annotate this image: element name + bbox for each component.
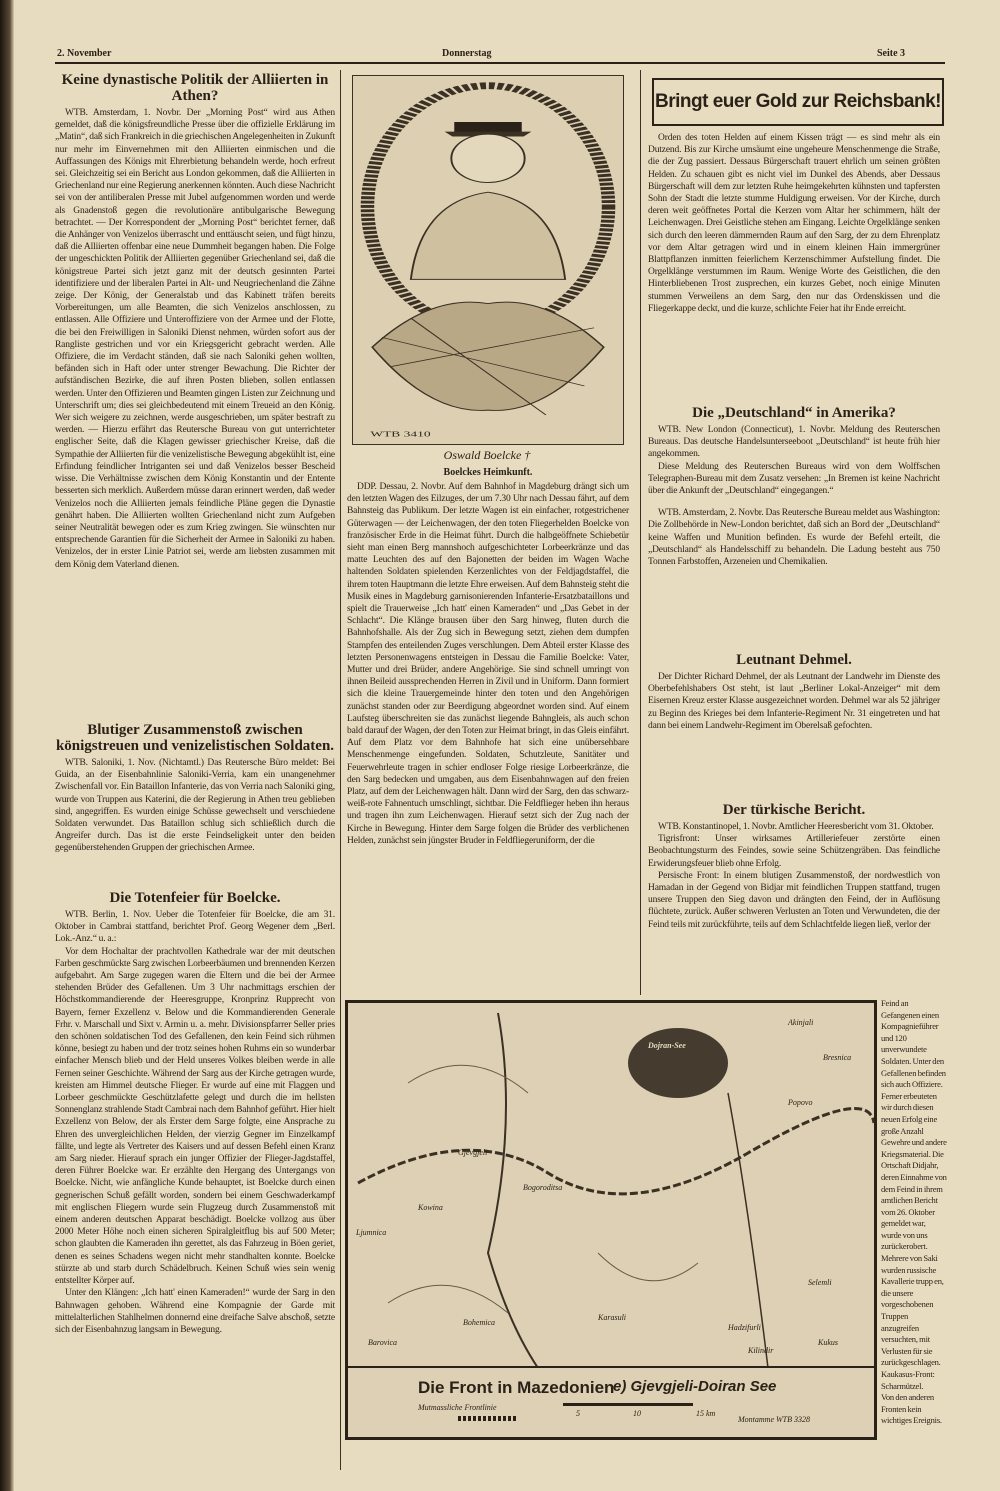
map-place: Dojran-See (648, 1041, 686, 1050)
article-saloniki (55, 722, 335, 855)
paragraph: Von den anderen Fronten kein wichtiges Ereignis. (881, 1392, 942, 1426)
map-place: Hadzifurli (728, 1323, 761, 1332)
header-rule (55, 62, 945, 64)
map-place: Kowina (418, 1203, 443, 1212)
headline: Die „Deutschland“ in Amerika? (692, 405, 896, 421)
paragraph: WTB. Amsterdam, 2. Novbr. Das Reutersche Bureau meldet aus Washington: Die Zollbehörde in New-London berichtet, daß sich an Bord der „Deutschland“ keine Waffen und Munition befinden. Es wurde der Befehl erteilt, die „Deutschland“ als Handelsschiff zu behandeln. Die Ladung besteht aus 750 Tonnen Farbstoffen, Arzeneien und Chemikalien. (648, 508, 940, 568)
frontline-swatch (458, 1416, 518, 1421)
map-place: Gjevgjeli (458, 1148, 488, 1157)
scale-label: 10 (633, 1409, 641, 1418)
paragraph: WTB. New London (Connecticut), 1. Novbr. Meldung des Reuterschen Bureaus. Das deutsche Handelsunterseeboot „Deutschland“ ist heute früh hier angekommen. (648, 425, 940, 460)
paragraph: Vor dem Hochaltar der prachtvollen Kathedrale war der mit deutschen Farben geschmückte Sarg zwischen Lorbeerbäumen und brennenden Kerzen aufgebahrt. Am Sarge zugegen waren die Eltern und die bei der Armee stehenden Brüder des Gefallenen. Um 3 Uhr nachmittags erschien der Höchstkommandierende der Heeresgruppe, Kronprinz Rupprecht von Bayern, ferner Exzellenz v. Below und die Kommandierenden Generale Frhr. v. Marschall und Sixt v. Armin u. a. mehr. Divisionspfarrer Seller pries den schönen soldatischen Tod des Gefallenen, den kein Feind sich rühmen könne, besiegt zu haben und der trotz seines hohen Ruhms ein so wunderbar einfacher Mensch blieb und der Held unseres Volkes bleiben werde in alle Fernen seiner Geschichte. Während der Sarg aus der Kirche getragen wurde, kreisten am Himmel deutsche Flieger. Er wurde auf eine mit Flaggen und Lorbeer geschmückte Geschützlafette gelegt und durch die im hellsten Sonnenglanz strahlende Stadt Cambrai nach dem Bahnhof geführt. Hier hielt Exzellenz von Below, der als Erster dem Sarge folgte, eine Ansprache zu Ehren des unvergleichlichen Helden, der vierzig Gegner im Einzelkampf fällte, und legte als Vertreter des Kaisers und auf dessen Befehl einen Kranz am Sarg nieder. Hierauf sprach ein junger Offizier der Flieger-Jagdstaffel, deren Führer Boelcke war. Er erzählte den Hergang des Untergangs von Boelcke. Nicht, wie anfängliche Kunde behauptet, ist Boelcke durch einen gegnerischen Schuß gefällt worden, sondern bei einem Geschwaderkampf mit englischen Fliegern wurde sein Flugzeug durch Zusammenstoß mit einem anderen deutschen Apparat beschädigt. Boelcke vollzog aus über 2000 Meter Höhe noch einen sicheren Spiralgleitflug bis auf 500 Meter; schon glaubten die Kameraden ihn gerettet, als das Fahrzeug in Böen geriet, denen es seines Schadens wegen nicht mehr standhalten konnte. Boelcke stürzte ab und starb durch Schädelbruch. Keinen Schuß wies sein wenig entstellter Körper auf. (55, 946, 335, 1287)
article-deutschland (648, 405, 940, 568)
headline: Keine dynastische Politik der Alliierten in Athen? (61, 72, 329, 104)
portrait-illustration (353, 76, 623, 444)
article-heimkunft (347, 466, 629, 847)
scale-label: 5 (576, 1409, 580, 1418)
paragraph: WTB. Berlin, 1. Nov. Ueber die Totenfeier für Boelcke, die am 31. Oktober in Cambrai stattfand, berichtet Prof. Georg Wegener dem „Berl. Lok.-Anz.“ u. a.: (55, 910, 335, 945)
portrait-caption: Oswald Boelcke † (443, 448, 531, 462)
article-tuerkischer-bericht (648, 802, 940, 931)
map-subtitle: e) Gjevgjeli-Doiran See (613, 1378, 777, 1395)
article-tuerkisch-narrow (881, 998, 947, 1427)
column-divider (640, 70, 641, 995)
map-place: Kukus (818, 1338, 838, 1347)
paragraph: Feind an Gefangenen einen Kompagnieführer und 120 unverwundete Soldaten. Unter den Gefallenen befinden sich auch Offiziere. Ferner erbeuteten wir durch diesen neuen Erfolg eine große Anzahl Gewehre und andere Kriegsmaterial. Die Ortschaft Didjahr, deren Einnahme von dem Feind in ihrem amtlichen Bericht vom 26. Oktober gemeldet war, wurde von uns zurückerobert. Mehrere von Saki wurden russische Kavallerie trupp en, die unsere vorgeschobenen Truppen anzugreifen versuchten, mit Verlusten für sie zurückgeschlagen. (881, 998, 947, 1368)
scale-label: 15 km (696, 1409, 716, 1418)
map-title: Die Front in Mazedonien (418, 1378, 615, 1397)
article-continuation (648, 132, 940, 315)
map-place: Bohemica (463, 1318, 495, 1327)
map-place: Selemli (808, 1278, 832, 1287)
legend-label: Mutmassliche Frontlinie (418, 1403, 497, 1412)
paragraph: Persische Front: In einem blutigen Zusammenstoß, der nordwestlich von Hamadan in der Gegend von Bidjar mit feindlichen Truppen stattfand, trugen unsere Truppen den Sieg davon und drängten den Feind, der in Auflösung flüchtete, zurück. Außer schweren Verlusten an Toten und Verwundeten, die der Feind teils mit zurückführte, teils auf dem Schlachtfelde liegen ließ, verlor der (648, 870, 940, 930)
paragraph: DDP. Dessau, 2. Novbr. Auf dem Bahnhof in Magdeburg drängt sich um den letzten Wagen des Eilzuges, der um 7.30 Uhr nach Dessau fährt, auf dem Bahnsteig das Publikum. Der letzte Wagen ist ein einfacher, rotgestrichener Güterwagen — der Leichenwagen, der den toten Fliegerhelden Boelcke von französischer Erde in die Heimat führt. Durch die halbgeöffnete Schiebetür sieht man einen Berg mannshoch aufgeschichteter Lorbeerkränze und das matte Leuchten des auf den Bajonetten der beiden im Wagen Wache haltenden Soldaten spielenden Kerzenlichtes von der Feldjagdstaffel, die ihrem toten Hauptmann die letzte Ehre erweisen. Auf dem Bahnsteig steht die Musik eines in Magdeburg garnisonierenden Infanterie-Ersatzbataillons und spielt die Trauerweise „Ich hatt' einen Kameraden“ und „Das Gebet in der Schlacht“. Die Klänge brausen über den Sarg hinweg, fluten durch die Bahnhofshalle. Als der Zug sich in Bewegung setzt, ziehen dem dumpfen Stampfen des enteilenden Zuges verschlungen. Dem Abteil erster Klasse des letzten Personenwagens entsteigen in Dessau die Familie Boelcke: Vater, Mutter und drei Brüder, andere Angehörige. Sie sind schnell umringt von ihnen Beileid aussprechenden Herren in Zivil und in Uniform. Dann formiert sich die kleine Trauergemeinde hinter den toten und den Angehörigen zunächst standen oder zur Beerdigung abgeordnet worden sind. Auf einem Laufsteg überschreiten sie das zunächst liegende Bahngleis, als auch schon bald darauf der Wagen, der den Toten zur Heimat bringt, in das Gleis einfährt. Auf dem Platz vor dem Bahnhofe hat sich eine unübersehbare Menschenmenge eingefunden. Soldaten, Schutzleute, Sanitäter und Feuerwehrleute tragen in schier endloser Folge riesige Lorbeerkränze, die den Sarg bedecken und umgaben, aus dem Eisenbahnwagen auf den freien Platz, auf dem der Leichenwagen hält. Dann wird der Sarg, den das schwarz-weiß-rote Fahnentuch umschlingt, sichtbar. Die Feldflieger heben ihn heraus und tragen ihn zum Leichenwagen. Hierauf setzt sich der Zug nach der Kirche in Bewegung. Hinter dem Sarge folgen die Brüder des verblichenen Helden, zunächst sein jüngster Bruder in Feldfliegeruniform, der die (347, 482, 629, 846)
map-place: Bogoroditsa (523, 1183, 563, 1192)
header-page: Seite 3 (877, 48, 906, 59)
headline: Der türkische Bericht. (722, 802, 866, 818)
boelcke-portrait (352, 75, 624, 445)
paragraph: WTB. Amsterdam, 1. Novbr. Der „Morning Post“ wird aus Athen gemeldet, daß die königsfreundliche Presse über die offizielle Erklärung im „Matin“, daß sich Frankreich in die griechischen Angelegenheiten in Zukunft nur mehr im Einvernehmen mit den Alliierten einmischen und die Auffassungen des Königs mit Ehrerbietung behandeln werde, hoch erfreut sei. Gleichzeitig sei ein Bericht aus London gekommen, daß die Alliierten in Griechenland nur eine Regierung anerkennen könnten. Auch diese Nachricht sei von der antiliberalen Presse mit Jubel aufgenommen worden und werde als Gnadenstoß gegen die revolutionäre antibulgarische Bewegung betrachtet. — Der Korrespondent der „Morning Post“ berichtet ferner, daß die Anhänger von Venizelos überrascht und enttäuscht seien, und fügt hinzu, daß die Alliierten offenbar eine neue Dummheit begangen haben. Die Folge der ungeschickten Politik der Alliierten gegenüber Griechenland sei, daß die königstreue Partei sich jetzt ganz mit der deutsch gesinnten Partei identifiziere und der liberalen Partei in Alt- und Neugriechenland die Zähne zeige. Der König, der Generalstab und das Kabinett träfen bereits Vorbereitungen, um alle Beamten, die sich Venizelos anschlossen, zu entlassen. Alle Offiziere und Unteroffiziere von der Armee und der Flotte, die bei den Freiwilligen in Saloniki Dienst nehmen, würden sofort aus der Rangliste gestrichen und vor ein Kriegsgericht gebracht werden. Alle Offiziere, die im Verdacht ständen, daß sie nach Saloniki gehen wollten, befänden sich in Haft oder unter strenger Bewachung. Die Richter der aufständischen Bezirke, die auf ihren Posten blieben, sollen entlassen werden. Unter den Offizieren und Beamten gingen Listen zur Zeichnung und Unterschrift um; dies sei gleichbedeutend mit einem Treueid an den König. Wer sich weigere zu zeichnen, werde ausgeschrieben, um später bestraft zu werden. — Hierzu erfährt das Reutersche Bureau von gut unterrichteter englischer Seite, daß die Klagen gewisser griechischer Kreise, daß die Sympathie der Alliierten für die venizelistische Bewegung abgekühlt ist, eine Erfindung feindlicher Intriganten sei und daß Venizelos besser Bescheid wisse. Die Verhältnisse zwischen dem König Konstantin und der Entente besserten sich merklich. Außerdem müsse daran erinnert werden, daß weder Venizelos noch die Alliierten jemals feindliche Pläne gegen die Dynastie genährt haben. Die Alliierten wollten Griechenland nicht zum Aufgeben seiner Neutralität bewegen oder es zum Krieg zwingen. Sie wünschten nur entsprechende Garantien für die Sicherheit der Armee in Saloniki zu haben. Venizelos, der in erster Linie Patriot sei, werde am liebsten zusammen mit dem König dem Vaterland dienen. (55, 108, 335, 570)
paragraph: Diese Meldung des Reuterschen Bureaus wird von dem Wolffschen Telegraphen-Bureau mit dem Zusatz versehen: „In Bremen ist keine Nachricht über die Ankunft der „Deutschland“ eingegangen.“ (648, 461, 940, 497)
paragraph: Kaukasus-Front: Scharmützel. (881, 1369, 935, 1391)
column-divider (340, 70, 341, 1470)
map-place: Akinjali (788, 1018, 814, 1027)
macedonia-front-map (345, 1000, 877, 1440)
article-dehmel (648, 652, 940, 732)
headline: Blutiger Zusammenstoß zwischen königstreuen und venizelistischen Soldaten. (55, 722, 335, 754)
headline: Leutnant Dehmel. (736, 652, 852, 668)
header-date: 2. November (57, 48, 112, 59)
paragraph: Tigrisfront: Unser wirksames Artilleriefeuer zerstörte einen Beobachtungsturm des Feindes, sowie seine Schützengräben. Das feindliche Erwiderungsfeuer blieb ohne Erfolg. (648, 834, 940, 869)
map-place: Popovo (788, 1098, 813, 1107)
map-place: Bresnica (823, 1053, 852, 1062)
map-place: Karasuli (598, 1313, 627, 1322)
paragraph: Orden des toten Helden auf einem Kissen trägt — es sind mehr als ein Dutzend. Bis zur Kirche umsäumt eine ungeheure Menschenmenge die Straße, die der Zug passiert. Dessaus Bürgerschaft trauert ehrlich um seinen größten Helden. Zu schauen gibt es nicht viel im Dunkel des Abends, aber Dessaus Bürgerschaft will dem zur letzten Ruhe heimgekehrten kühnsten und tapfersten Sohn der Stadt die letzte stumme Huldigung erweisen. Vor der Kirche, durch deren weit geöffnetes Portal die Kerzen vom Altar her schimmern, hält der Leichenwagen. Drei Geistliche stehen am Eingang. Leichte Orgelklänge senken sich durch den leeren dämmernden Raum auf den Sarg, der zu dem Ehrenplatz vor dem Altar getragen wird und in einem kleinen Hain immergrüner Blattpflanzen inmitten feierlichem Kerzenschimmer Aufstellung findet. Die Orgelklänge verstummen im Raum. Wenige Worte des Geistlichen, die den Hinterbliebenen Trost zusprechen, ein kurzes Gebet, noch einige Minuten stummen Verweilens an dem Sarg, den nur das Ordenskissen und die Fliegerkappe deckt, und die kurze, schlichte Feier hat ihr Ende erreicht. (648, 133, 940, 314)
map-legend (418, 1403, 518, 1421)
map-place: Kilindir (748, 1346, 774, 1355)
paragraph: Unter den Klängen: „Ich hatt' einen Kameraden!“ wurde der Sarg in den Bahnwagen gehoben. Während eine Kompagnie der Garde mit mittelalterlichen Stahlhelmen donnernd eine dreifache Salve abschoß, setzte sich der Eisenbahnzug langsam in Bewegung. (55, 1288, 335, 1335)
gold-reichsbank-banner: Bringt euer Gold zur Reichsbank! (652, 78, 944, 126)
paragraph: WTB. Saloniki, 1. Nov. (Nichtamtl.) Das Reutersche Büro meldet: Bei Guida, an der Eisenbahnlinie Saloniki-Verria, kam ein unangenehmer Zwischenfall vor. Ein Bataillon Infanterie, das von Verria nach Saloniki ging, wurde von Truppen aus Katerini, die der Regierung in Athen treu geblieben sind, angegriffen. Es wurden einige Schüsse gewechselt und verschiedene Soldaten verwundet. Das Bataillon schlug sich schließlich durch die Angreifer durch. Das ist die erste Feindseligkeit unter den beiden gegenüberstehenden Gruppen der griechischen Armee. (55, 758, 335, 854)
headline: Boelckes Heimkunft. (443, 467, 533, 478)
paragraph: Der Dichter Richard Dehmel, der als Leutnant der Landwehr im Dienste des Oberbefehlshabers Ost steht, ist laut „Berliner Lokal-Anzeiger“ mit dem Eisernen Kreuz erster Klasse ausgezeichnet worden. Dehmel war als 52 jähriger zu Beginn des Krieges bei dem Infanterie-Regiment Nr. 31 eingetreten und hat dann bei einem Landwehr-Regiment im Oberelsaß gefochten. (648, 672, 940, 731)
artist-mark: WTB 3410 (370, 431, 431, 439)
map-code: Montamme WTB 3328 (738, 1415, 810, 1424)
article-totenfeier (55, 890, 335, 1336)
map-place: Ljumnica (356, 1228, 387, 1237)
headline: Die Totenfeier für Boelcke. (109, 890, 281, 906)
article-athens (55, 72, 335, 571)
map-place: Barovica (368, 1338, 398, 1347)
map-scale-bar (563, 1403, 693, 1406)
header-day: Donnerstag (442, 48, 492, 59)
paragraph: WTB. Konstantinopel, 1. Novbr. Amtlicher Heeresbericht vom 31. Oktober. (658, 822, 934, 832)
page-binding (0, 0, 14, 1491)
